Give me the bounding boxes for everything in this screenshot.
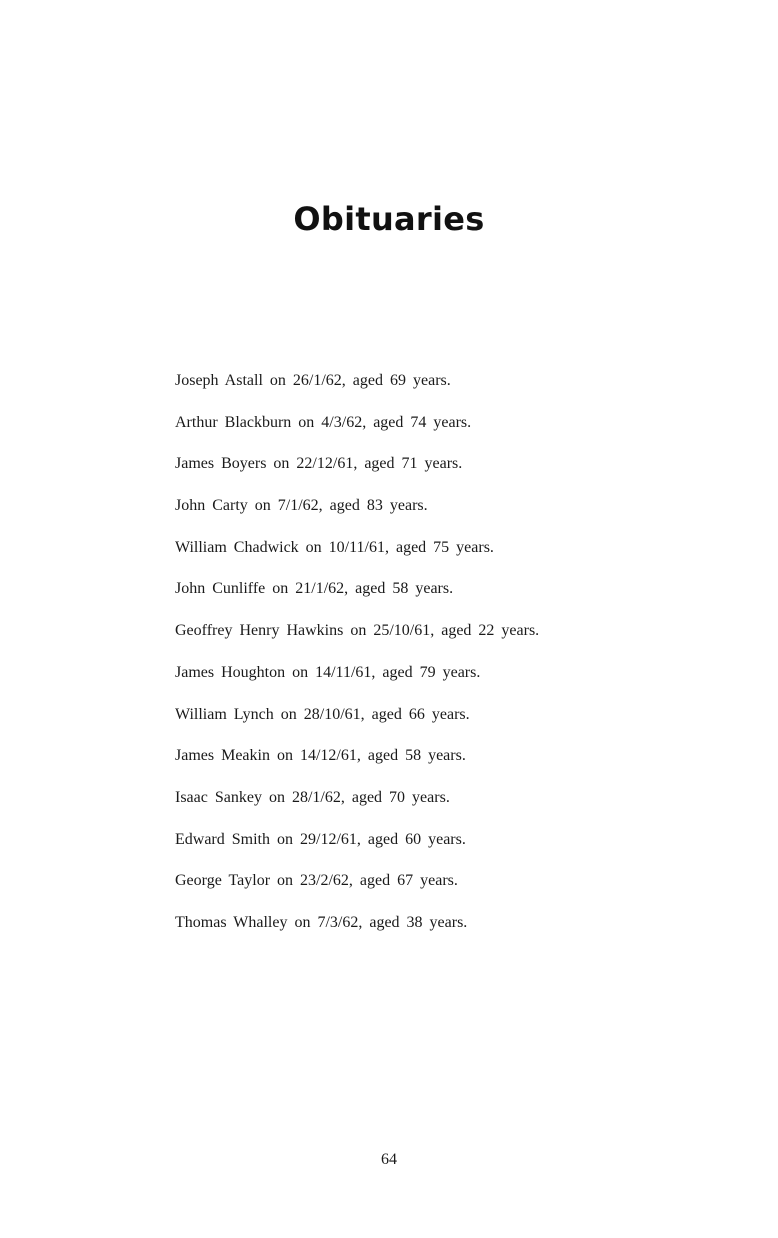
obituary-entry: James Houghton on 14/11/61, aged 79 years. bbox=[175, 663, 481, 681]
page-number: 64 bbox=[381, 1151, 397, 1168]
obituary-entry: William Lynch on 28/10/61, aged 66 years. bbox=[175, 705, 470, 723]
obituary-entry: Edward Smith on 29/12/61, aged 60 years. bbox=[175, 830, 466, 848]
obituary-entry: George Taylor on 23/2/62, aged 67 years. bbox=[175, 872, 458, 890]
obituary-entry: John Carty on 7/1/62, aged 83 years. bbox=[175, 497, 428, 515]
obituary-list bbox=[175, 370, 539, 954]
obituary-entry: James Boyers on 22/12/61, aged 71 years. bbox=[175, 455, 463, 473]
obituary-entry: James Meakin on 14/12/61, aged 58 years. bbox=[175, 747, 466, 765]
page-title: Obituaries bbox=[293, 200, 485, 238]
obituary-entry: Isaac Sankey on 28/1/62, aged 70 years. bbox=[175, 788, 450, 806]
obituary-entry: Thomas Whalley on 7/3/62, aged 38 years. bbox=[175, 913, 468, 931]
obituary-entry: Joseph Astall on 26/1/62, aged 69 years. bbox=[175, 372, 451, 389]
obituary-entry: John Cunliffe on 21/1/62, aged 58 years. bbox=[175, 580, 454, 598]
obituary-entry: Arthur Blackburn on 4/3/62, aged 74 years. bbox=[175, 413, 472, 431]
obituary-entry: Geoffrey Henry Hawkins on 25/10/61, aged 22 years. bbox=[175, 622, 540, 640]
obituary-entry: William Chadwick on 10/11/61, aged 75 years. bbox=[175, 538, 494, 556]
